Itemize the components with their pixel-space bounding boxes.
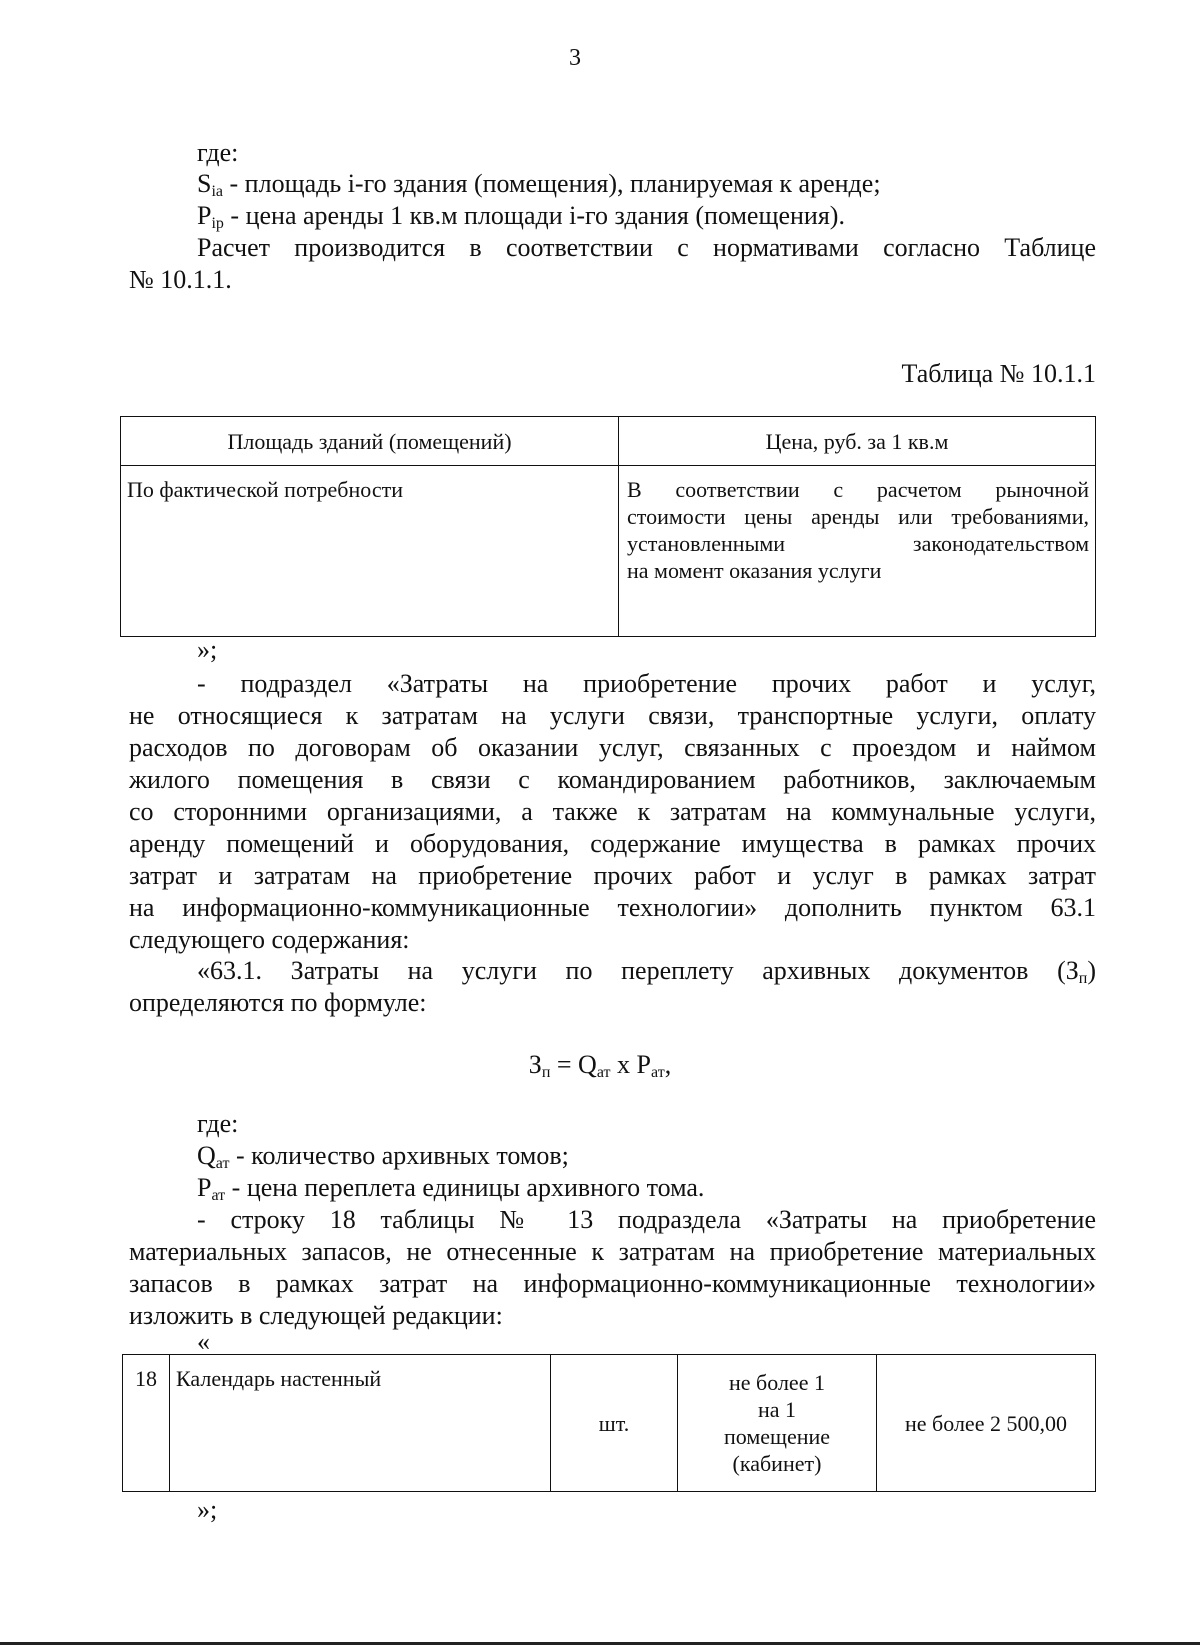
calculation-paragraph: Расчет производится в соответствии с нормативами согласно Таблице № 10.1.1. [129,233,1096,294]
where-label: где: [197,138,239,167]
definition-p-ip: $P_{ip}$ - цена аренды 1 кв.м площади i-го здания (помещения). [197,201,845,232]
definition-p-at: $P_{ат}$ - цена переплета единицы архивного тома. [197,1173,705,1204]
header-area: Площадь зданий (помещений) [121,417,619,466]
where-label-2: где: [197,1109,239,1138]
row-18-table [122,1354,1096,1492]
cell-price: В соответствии с расчетом рыночной стоимости цены аренды или требованиями, установленными законодательством на момент оказания услуги [619,466,1096,637]
closing-quote-1: »; [197,635,218,664]
cell-area: По фактической потребности [121,466,619,637]
scan-bottom-edge [0,1642,1200,1645]
table-caption: Таблица № 10.1.1 [901,359,1096,388]
rent-norms-table [120,416,1096,637]
formula: $З_п = Q_{ат}$ x $P_{ат}$, [528,1050,672,1081]
table-row [123,1355,1096,1492]
table-header-row [121,417,1096,466]
closing-quote-2: »; [197,1495,218,1524]
cell-quantity-norm: не более 1 на 1 помещение (кабинет) [678,1355,877,1492]
definition-q-at: $Q_{ат}$ - количество архивных томов; [197,1141,569,1172]
subsection-paragraph: - подраздел «Затраты на приобретение прочих работ и услуг, не относящиеся к затратам на услуги связи, транспортные услуги, оплату расходов по договорам об оказании услуг, связанных с проездом и наймом жилого помещения в связи с командированием работников, заключаемым со сторонними организациями, а также к затратам на коммунальные услуги, аренду помещений и оборудования, содержание имущества в рамках прочих затрат и затратам на приобретение прочих работ и услуг в рамках затрат на информационно-коммуникационные технологии» дополнить пунктом 63.1 следующего содержания: [129,669,1096,954]
cell-item-name: Календарь настенный [170,1355,551,1492]
table-row [121,466,1096,637]
cell-row-number: 18 [123,1355,170,1492]
opening-quote-2: « [197,1327,210,1356]
row-18-paragraph: - строку 18 таблицы № 13 подраздела «Затраты на приобретение материальных запасов, не отнесенные к затратам на приобретение материальных запасов в рамках затрат на информационно-коммуникационные технологии» изложить в следующей редакции: [129,1205,1096,1330]
clause-63-1-paragraph: «63.1. Затраты на услуги по переплету архивных документов $(З_п)$ определяются по формуле: [129,956,1096,1017]
cell-price: не более 2 500,00 [877,1355,1096,1492]
cell-unit: шт. [551,1355,678,1492]
header-price: Цена, руб. за 1 кв.м [619,417,1096,466]
definition-s-ia: $S_{ia}$ - площадь i-го здания (помещения), планируемая к аренде; [197,169,881,200]
page-number: 3 [569,45,581,71]
